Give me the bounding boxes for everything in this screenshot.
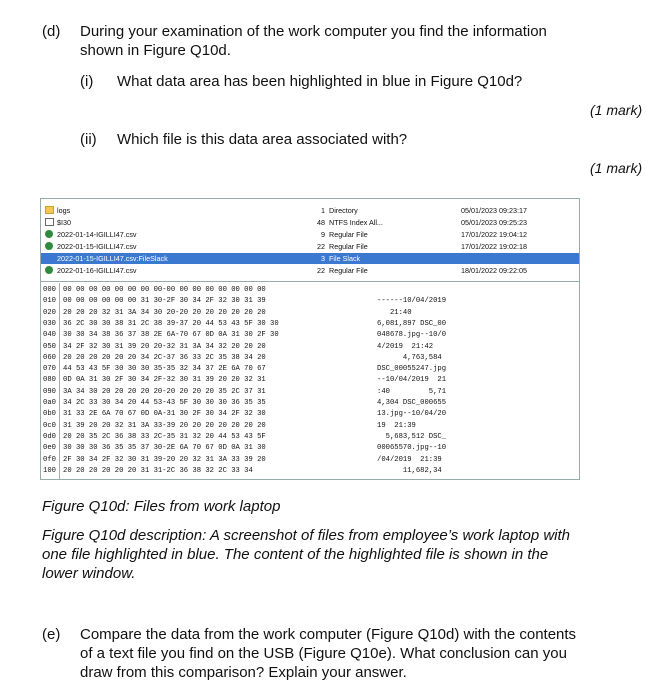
hex-bytes: 00 00 00 00 00 00 31 30-2F 30 34 2F 32 30 31 39 xyxy=(63,297,266,306)
hex-offset: 020 xyxy=(43,308,56,317)
file-name: $I30 xyxy=(57,218,71,227)
question-e-line3: draw from this comparison? Explain your answer. xyxy=(80,664,407,681)
question-d-label: (d) xyxy=(42,23,61,40)
hex-bytes: 00 00 00 00 00 00 00 00-00 00 00 00 00 00 00 00 xyxy=(63,286,266,294)
sub-ii-text: Which file is this data area associated with? xyxy=(117,131,408,148)
hex-bytes: 20 20 20 20 20 20 31 31-2C 36 38 32 2C 33 34 xyxy=(63,466,253,475)
hex-ascii: 048678.jpg--10/0 xyxy=(377,331,447,340)
figure-description-line3: lower window. xyxy=(42,565,136,582)
hex-bytes: 3A 34 30 20 20 20 20 20-20 20 20 20 35 2C 37 31 xyxy=(63,387,266,396)
hex-offset: 0f0 xyxy=(43,455,56,464)
hex-bytes: 20 20 35 2C 36 38 33 2C-35 31 32 20 44 53 43 5F xyxy=(63,432,266,441)
file-id: 22 xyxy=(317,242,325,251)
hex-bytes: 31 33 2E 6A 70 67 0D 0A-31 30 2F 30 34 2F 32 30 xyxy=(63,410,266,419)
figure-description-line1: Figure Q10d description: A screenshot of files from employee’s work laptop with xyxy=(42,527,571,544)
hex-offset: 0c0 xyxy=(43,421,56,430)
file-id: 9 xyxy=(321,230,325,239)
hex-ascii: 00065570.jpg--10 xyxy=(377,444,447,453)
file-date: 05/01/2023 09:25:23 xyxy=(461,218,527,227)
file-type: Regular File xyxy=(329,230,368,239)
hex-offset: 0b0 xyxy=(43,410,56,419)
hex-offset: 100 xyxy=(43,466,56,475)
hex-offset: 030 xyxy=(43,319,56,328)
hex-ascii: 5,683,512 DSC_ xyxy=(377,432,447,441)
hex-bytes: 20 20 20 32 31 3A 34 30 20-20 20 20 20 20 20 20 xyxy=(63,308,266,317)
hex-bytes: 44 53 43 5F 30 30 30 35-35 32 34 37 2E 6A 70 67 xyxy=(63,365,266,374)
hex-ascii: 19 21:39 xyxy=(377,421,416,430)
question-e-line1: Compare the data from the work computer (Figure Q10d) with the contents xyxy=(80,626,577,643)
hex-ascii: 6,081,897 DSC_00 xyxy=(377,319,447,328)
offset-divider xyxy=(59,283,60,479)
file-list-pane xyxy=(41,199,579,282)
hex-bytes: 2F 30 34 2F 32 30 31 39-20 20 32 31 3A 33 39 20 xyxy=(63,455,266,464)
hex-offset: 010 xyxy=(43,297,56,306)
file-type: NTFS Index All... xyxy=(329,218,383,227)
figure-caption: Figure Q10d: Files from work laptop xyxy=(42,498,281,515)
file-type: Directory xyxy=(329,206,358,215)
file-icon xyxy=(45,218,54,226)
sub-i-label: (i) xyxy=(80,73,94,90)
sub-i-mark: (1 mark) xyxy=(590,102,643,118)
file-row[interactable] xyxy=(41,265,579,276)
hex-ascii: 4,763,584 xyxy=(377,353,442,362)
hex-ascii: :40 5,71 xyxy=(377,387,447,396)
file-id: 1 xyxy=(321,206,325,215)
file-name: 2022-01-14-IGILLI47.csv xyxy=(57,230,137,239)
file-row-selected[interactable] xyxy=(41,253,579,264)
file-date: 18/01/2022 09:22:05 xyxy=(461,266,527,275)
file-date: 17/01/2022 19:02:18 xyxy=(461,242,527,251)
file-type: File Slack xyxy=(329,254,361,263)
hex-offset: 060 xyxy=(43,353,56,362)
hex-bytes: 30 30 30 36 35 35 37 30-2E 6A 70 67 0D 0A 31 30 xyxy=(63,444,266,453)
file-type: Regular File xyxy=(329,242,368,251)
hex-offset: 040 xyxy=(43,331,56,340)
hex-ascii: --10/04/2019 21 xyxy=(377,376,447,385)
sub-ii-label: (ii) xyxy=(80,131,97,148)
file-name: 2022-01-15-IGILLI47.csv:FileSlack xyxy=(57,254,168,263)
file-row[interactable] xyxy=(41,217,579,228)
deleted-file-icon xyxy=(45,266,53,274)
file-date: 17/01/2022 19:04:12 xyxy=(461,230,527,239)
file-id: 3 xyxy=(321,254,325,263)
hex-offset: 070 xyxy=(43,365,56,374)
sub-ii-mark: (1 mark) xyxy=(590,160,643,176)
hex-view-pane xyxy=(41,283,579,479)
hex-bytes: 36 2C 30 30 38 31 2C 38 39-37 20 44 53 43 5F 30 30 xyxy=(63,319,279,328)
figure-description-line2: one file highlighted in blue. The content of the highlighted file is shown in the xyxy=(42,546,549,563)
file-row[interactable] xyxy=(41,241,579,252)
hex-ascii: 13.jpg--10/04/20 xyxy=(377,410,447,419)
hex-bytes: 34 2F 32 30 31 39 20 20-32 31 3A 34 32 20 20 20 xyxy=(63,342,266,351)
hex-offset: 0a0 xyxy=(43,399,56,407)
figure-q10d-screenshot xyxy=(40,198,580,480)
question-e-line2: of a text file you find on the USB (Figure Q10e). What conclusion can you xyxy=(80,645,567,662)
file-row[interactable] xyxy=(41,229,579,240)
file-name: logs xyxy=(57,206,71,215)
file-name: 2022-01-15-IGILLI47.csv xyxy=(57,242,137,251)
hex-offset: 000 xyxy=(43,286,56,294)
hex-bytes: 34 2C 33 30 34 20 44 53-43 5F 30 30 30 36 35 35 xyxy=(63,399,266,407)
hex-offset: 050 xyxy=(43,342,56,351)
file-id: 48 xyxy=(317,218,325,227)
hex-ascii: /04/2019 21:39 xyxy=(377,455,442,464)
folder-icon xyxy=(45,206,54,214)
hex-bytes: 31 39 20 20 32 31 3A 33-39 20 20 20 20 20 20 20 xyxy=(63,421,266,430)
file-date: 05/01/2023 09:23:17 xyxy=(461,206,527,215)
file-id: 22 xyxy=(317,266,325,275)
hex-bytes: 30 30 34 38 36 37 38 2E 6A-70 67 0D 0A 31 30 2F 30 xyxy=(63,331,279,340)
sub-i-text: What data area has been highlighted in blue in Figure Q10d? xyxy=(117,73,523,90)
hex-ascii: 4,304 DSC_000655 xyxy=(377,399,447,407)
hex-ascii: 11,682,34 xyxy=(377,466,442,475)
hex-ascii: ------10/04/2019 xyxy=(377,297,447,306)
file-type: Regular File xyxy=(329,266,368,275)
hex-bytes: 20 20 20 20 20 20 34 2C-37 36 33 2C 35 38 34 20 xyxy=(63,353,266,362)
question-e-label: (e) xyxy=(42,626,61,643)
file-name: 2022-01-16-IGILLI47.csv xyxy=(57,266,137,275)
hex-offset: 0d0 xyxy=(43,432,56,441)
deleted-file-icon xyxy=(45,230,53,238)
hex-ascii: DSC_00055247.jpg xyxy=(377,365,447,374)
question-d-text-line1: During your examination of the work computer you find the information xyxy=(80,23,547,40)
question-d-text-line2: shown in Figure Q10d. xyxy=(80,42,231,59)
file-row[interactable] xyxy=(41,205,579,216)
hex-bytes: 0D 0A 31 30 2F 30 34 2F-32 30 31 39 20 20 32 31 xyxy=(63,376,266,385)
hex-ascii: 21:40 xyxy=(377,308,412,317)
hex-offset: 080 xyxy=(43,376,56,385)
hex-offset: 0e0 xyxy=(43,444,56,453)
hex-ascii: 4/2019 21:42 xyxy=(377,342,434,351)
hex-offset: 090 xyxy=(43,387,56,396)
deleted-file-icon xyxy=(45,242,53,250)
